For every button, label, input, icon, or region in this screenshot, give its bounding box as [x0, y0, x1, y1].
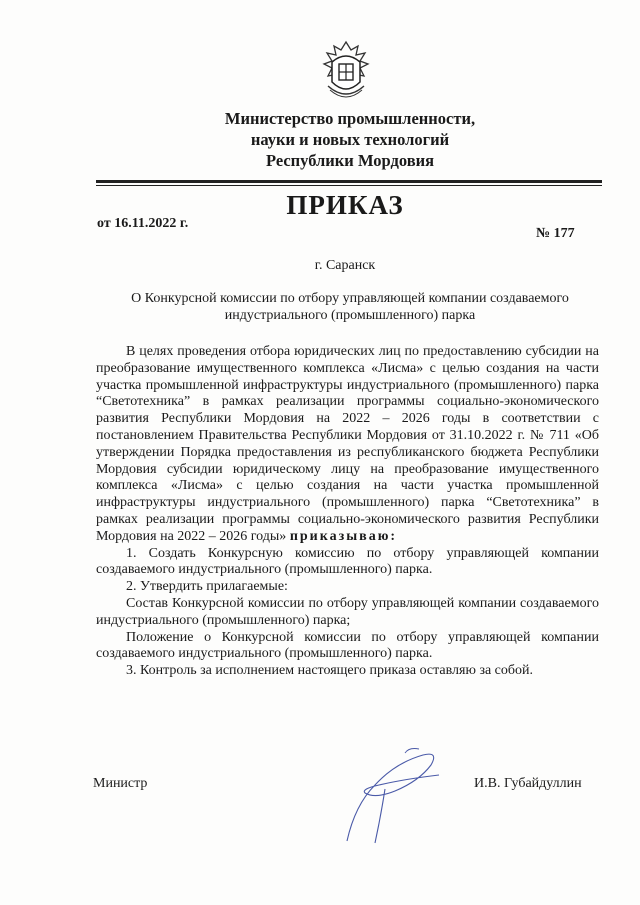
subject-line-2: индустриального (промышленного) парка: [224, 308, 476, 323]
preamble-text: В целях проведения отбора юридических лиц по предоставлению субсидии на преобразование имущественного комплекса «Лисма» с целью создания на части участка промышленной инфраструктуры индустриального (промышленного) парка “Светотехника” в рамках реализации программы социально-экономического развития Республики Мордовия на 2022 – 2026 годы в соответствии с постановлением Правительства Республики Мордовия от 31.10.2022 г. № 711 «Об утверждении Порядка предоставления из республиканского бюджета Республики Мордовия субсидии юридическому лицу на преобразование имущественного комплекса «Лисма» с целью создания на части участка промышленной инфраструктуры индустриального (промышленного) парка “Светотехника” в рамках реализации программы социально-экономического развития Республики Мордовия на 2022 – 2026 годы»: [96, 344, 599, 544]
document-number: № 177: [536, 226, 575, 241]
item-1: 1. Создать Конкурсную комиссию по отбору управляющей компании создаваемого индустриального (промышленного) парка.: [96, 545, 599, 578]
document-date: от 16.11.2022 г.: [97, 216, 189, 231]
handwritten-signature: [335, 745, 455, 845]
signer-name: И.В. Губайдуллин: [474, 776, 582, 791]
document-subject: [100, 290, 600, 324]
order-word: приказываю:: [289, 528, 398, 544]
document-type-title: ПРИКАЗ: [286, 190, 404, 220]
signer-position: Министр: [93, 776, 148, 791]
ministry-line-2: науки и новых технологий: [250, 130, 450, 149]
document-city: г. Саранск: [314, 258, 376, 273]
item-3: 3. Контроль за исполнением настоящего приказа оставляю за собой.: [126, 663, 534, 679]
ministry-line-1: Министерство промышленности,: [224, 109, 476, 128]
preamble-paragraph: [96, 344, 599, 546]
coat-of-arms-emblem: [318, 40, 374, 104]
document-body: [96, 344, 599, 680]
ministry-line-3: Республики Мордовия: [265, 151, 435, 170]
item-2: 2. Утвердить прилагаемые:: [126, 579, 288, 595]
ministry-header: [150, 108, 550, 171]
header-rule-thin: [96, 185, 602, 186]
subject-line-1: О Конкурсной комиссии по отбору управляющей компании создаваемого: [131, 291, 569, 306]
item-2a: Состав Конкурсной комиссии по отбору управляющей компании создаваемого индустриального (промышленного) парка;: [96, 595, 599, 628]
item-2b: Положение о Конкурсной комиссии по отбору управляющей компании создаваемого индустриального (промышленного) парка.: [96, 629, 599, 662]
header-rule-thick: [96, 180, 602, 183]
